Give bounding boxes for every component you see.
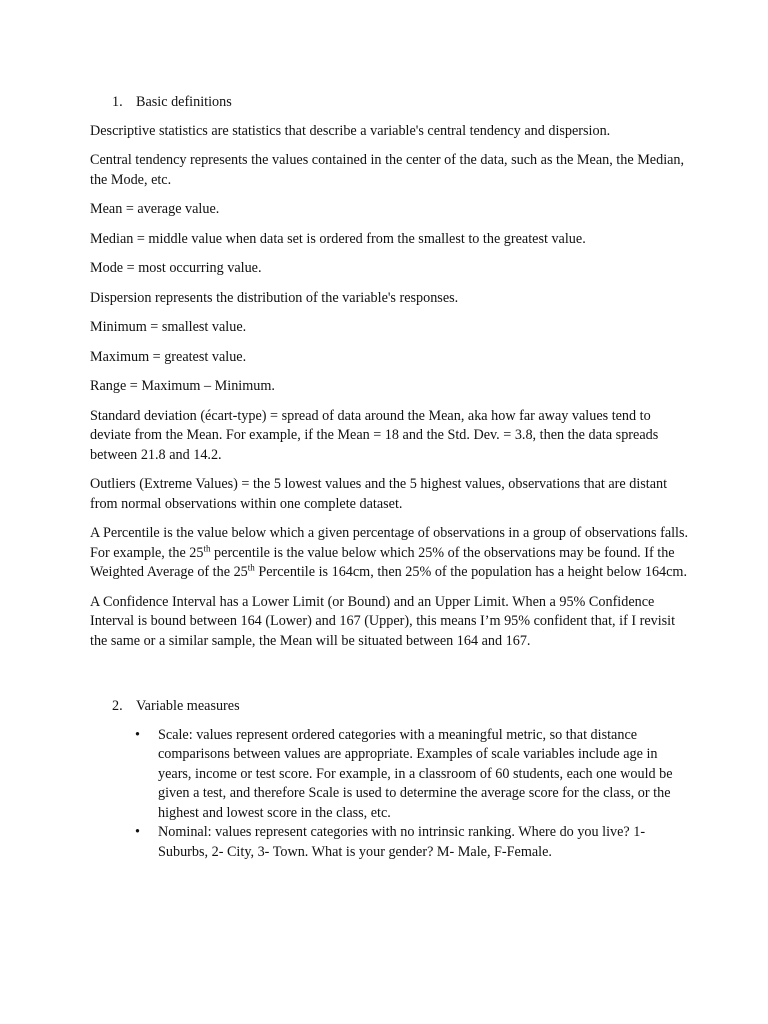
list-item-nominal — [135, 823, 690, 862]
paragraph-outliers: Outliers (Extreme Values) = the 5 lowest values and the 5 highest values, observations that are distant from normal observations within one complete dataset. — [90, 476, 668, 512]
list-item-scale — [135, 726, 690, 824]
section-1-heading — [112, 93, 690, 113]
paragraph-percentile — [90, 524, 690, 583]
percentile-text-3: Percentile is 164cm, then 25% of the population has a height below 164cm. — [254, 564, 688, 580]
paragraph-confidence-interval: A Confidence Interval has a Lower Limit (or Bound) and an Upper Limit. When a 95% Confidence Interval is bound between 164 (Lower) and 167 (Upper), this means I’m 95% confident that, if I revisit the same or a similar sample, the Mean will be situated between 164 and 167. — [90, 593, 676, 649]
paragraph-maximum: Maximum = greatest value. — [90, 348, 247, 365]
percentile-superscript-1: th — [203, 542, 211, 553]
paragraph-descriptive-statistics: Descriptive statistics are statistics that describe a variable's central tendency and dispersion. — [90, 122, 611, 139]
list-item-scale-text: Scale: values represent ordered categories with a meaningful metric, so that distance comparisons between values are appropriate. Examples of scale variables include age in years, income or test score. For example, in a classroom of 60 students, each one would be given a test, and therefore Scale is used to determine the average score for the class, or the highest and lowest score in the class, etc. — [158, 726, 673, 821]
section-spacer — [90, 661, 690, 697]
paragraph-central-tendency: Central tendency represents the values contained in the center of the data, such as the Mean, the Median, the Mode, etc. — [90, 152, 685, 188]
variable-measures-list — [90, 726, 690, 863]
list-item-nominal-text: Nominal: values represent categories with no intrinsic ranking. Where do you live? 1- Suburbs, 2- City, 3- Town. What is your gender? M- Male, F-Female. — [158, 824, 646, 860]
section-2-heading — [112, 697, 690, 717]
paragraph-mode: Mode = most occurring value. — [90, 260, 262, 276]
section-1-title: Basic definitions — [136, 94, 232, 110]
paragraph-minimum: Minimum = smallest value. — [90, 319, 247, 335]
section-2-number: 2. — [112, 698, 123, 714]
section-1-number: 1. — [112, 94, 123, 110]
bullet-icon: • — [135, 824, 140, 840]
paragraph-range: Range = Maximum – Minimum. — [90, 378, 275, 394]
section-2-title: Variable measures — [136, 698, 240, 714]
paragraph-standard-deviation: Standard deviation (écart-type) = spread of data around the Mean, aka how far away values tend to deviate from the Mean. For example, if the Mean = 18 and the Std. Dev. = 3.8, then the data spreads between 21.8 and 14.2. — [90, 407, 659, 463]
bullet-icon: • — [135, 726, 140, 743]
percentile-superscript-2: th — [247, 562, 255, 573]
percentile-text-1: A Percentile is the value below which a given percentage of observations in a group of observations falls. For example, the 25 — [90, 525, 689, 561]
paragraph-dispersion: Dispersion represents the distribution of the variable's responses. — [90, 289, 459, 306]
document-page — [90, 93, 690, 862]
paragraph-median: Median = middle value when data set is ordered from the smallest to the greatest value. — [90, 230, 586, 247]
percentile-text-2: percentile is the value below which 25% of the observations may be found. If the Weighted Average of the 25 — [90, 544, 675, 580]
paragraph-mean: Mean = average value. — [90, 201, 220, 217]
